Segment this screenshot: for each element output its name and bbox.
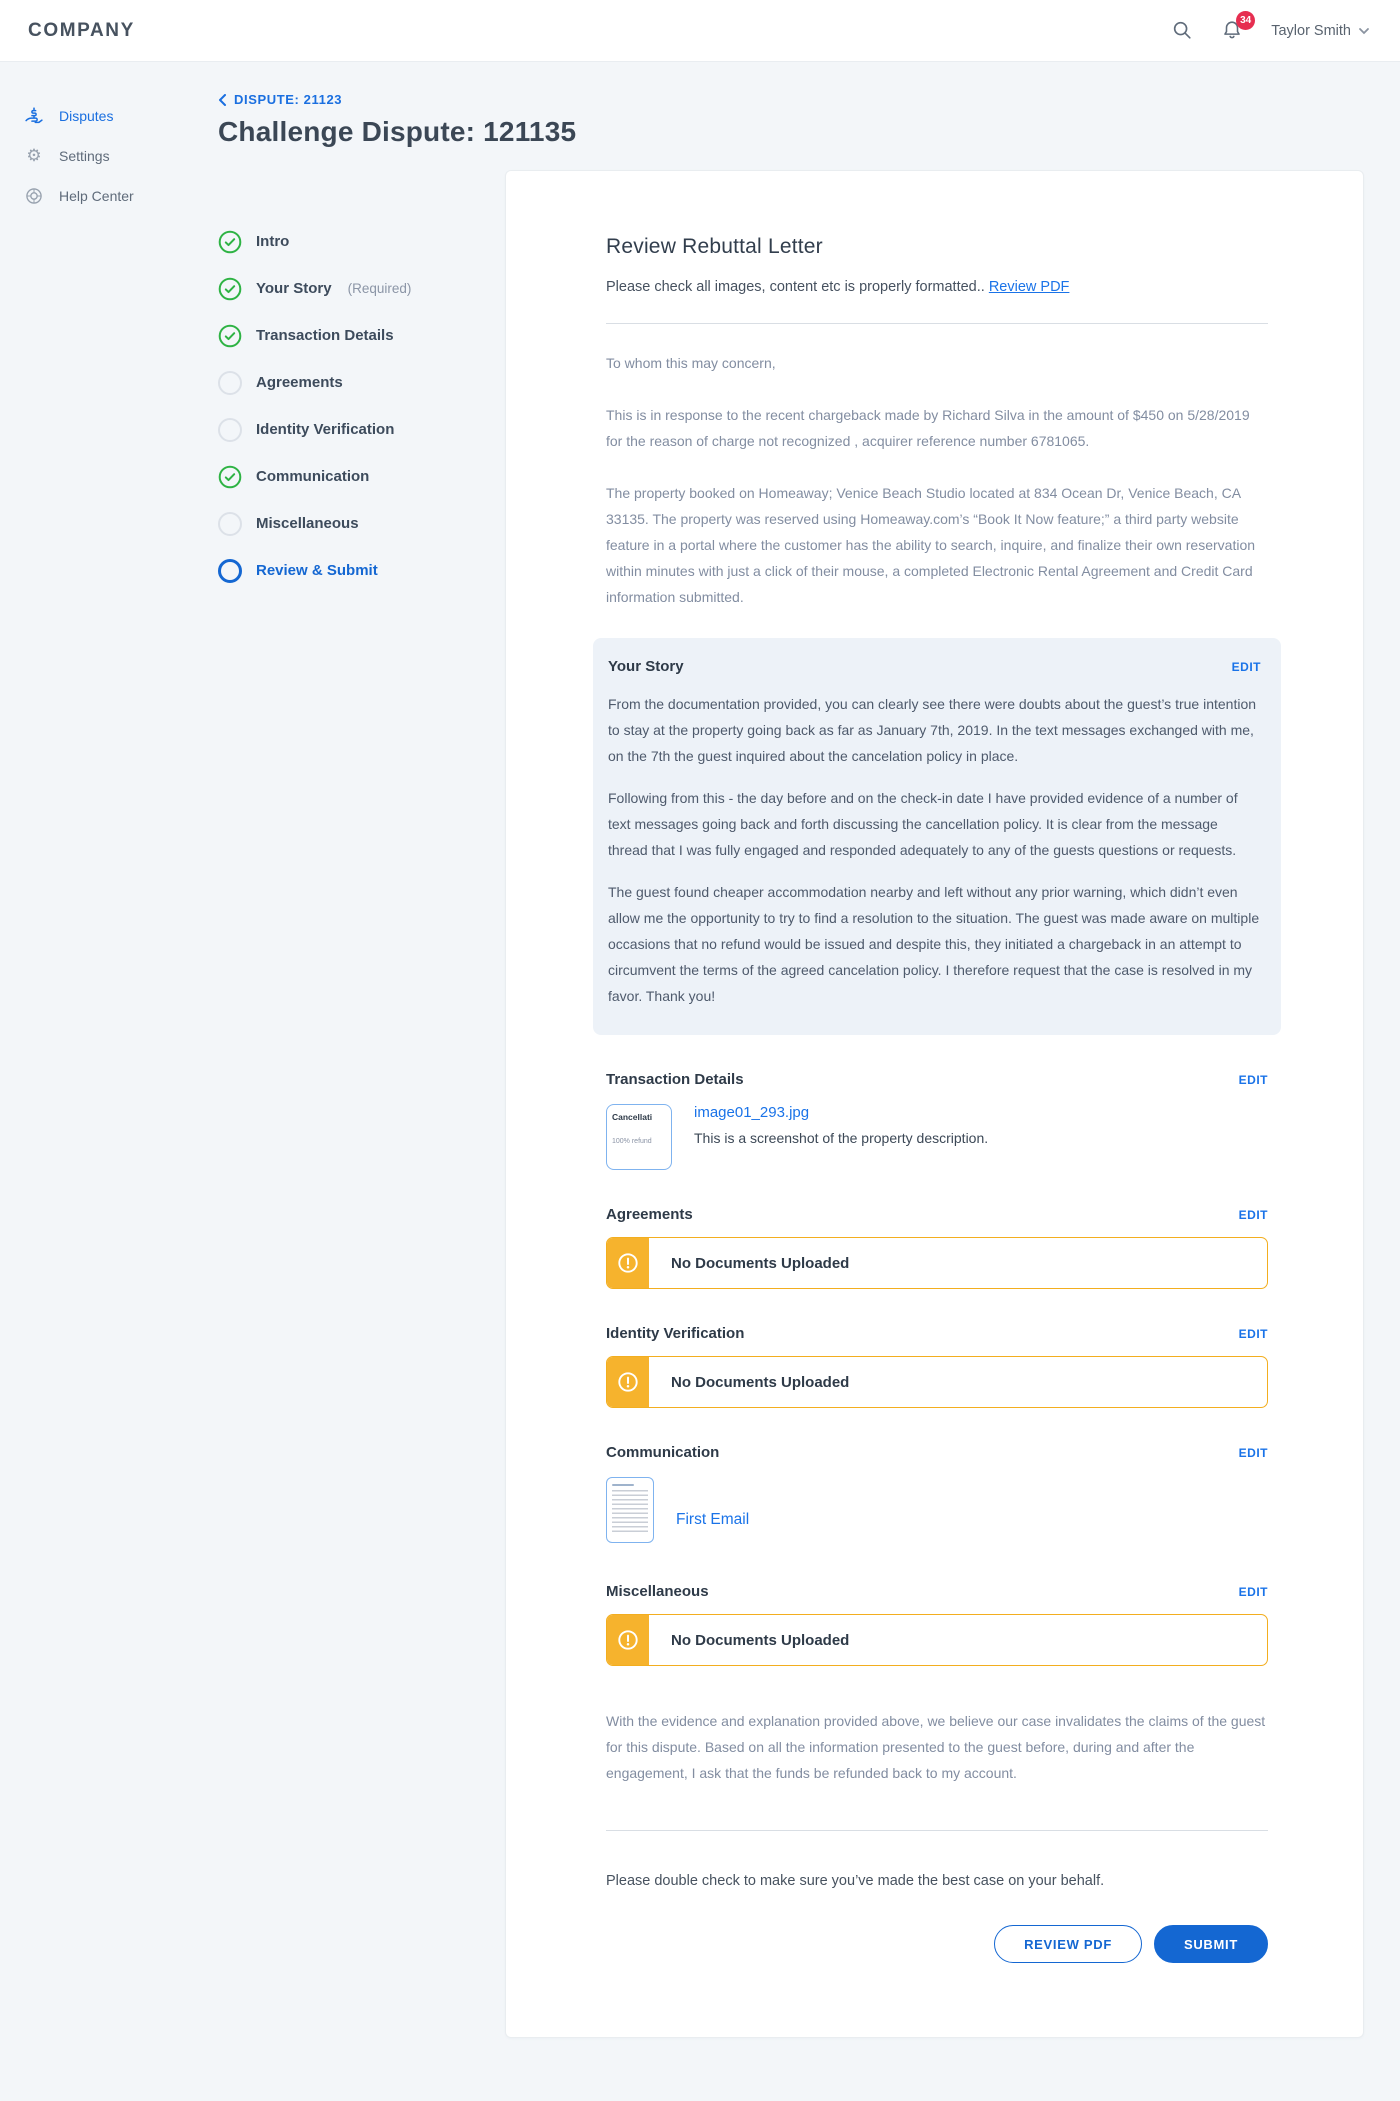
stepper-item-your-story[interactable]: Your Story (Required) — [218, 265, 505, 312]
review-pdf-link[interactable]: Review PDF — [988, 279, 1070, 295]
empty-circle-icon — [218, 512, 242, 536]
transaction-details-section — [606, 1071, 1268, 1170]
stepper — [218, 170, 505, 594]
check-circle-icon — [218, 324, 242, 348]
letter-paragraph: This is in response to the recent chargeback made by Richard Silva in the amount of $450 on 5/28/2019 for the reason of charge not recognized , acquirer reference number 6781065. — [606, 407, 1250, 449]
user-name: Taylor Smith — [1271, 22, 1351, 39]
letter-salutation: To whom this may concern, — [606, 355, 776, 371]
edit-identity-verification-button[interactable]: EDIT — [1238, 1326, 1268, 1341]
warning-banner: No Documents Uploaded — [606, 1356, 1268, 1408]
sidebar-item-help-center[interactable] — [0, 176, 218, 216]
empty-circle-icon — [218, 371, 242, 395]
check-circle-icon — [218, 230, 242, 254]
edit-communication-button[interactable]: EDIT — [1238, 1445, 1268, 1460]
notification-count-badge: 34 — [1236, 11, 1255, 30]
brand-logo: COMPANY — [28, 19, 135, 41]
hand-dollar-icon — [24, 106, 44, 126]
first-email-link[interactable]: First Email — [676, 1511, 750, 1528]
required-tag: (Required) — [347, 281, 412, 296]
section-title: Communication — [606, 1444, 720, 1461]
active-circle-icon — [218, 559, 242, 583]
sidebar-item-label: Help Center — [59, 188, 134, 204]
help-lifebuoy-icon — [24, 186, 44, 206]
file-link[interactable]: image01_293.jpg — [694, 1104, 810, 1121]
edit-transaction-details-button[interactable]: EDIT — [1238, 1072, 1268, 1087]
section-title: Identity Verification — [606, 1325, 745, 1342]
story-paragraph: Following from this - the day before and on the check-in date I have provided evidence of a number of text messages going back and forth discussing the cancellation policy. It is clear from the message thread that I was fully engaged and responded adequately to any of the guests questions or requests. — [608, 790, 1238, 858]
warning-banner: No Documents Uploaded — [606, 1237, 1268, 1289]
breadcrumb[interactable]: DISPUTE: 21123 — [218, 92, 1364, 107]
chevron-left-icon — [218, 94, 227, 106]
check-circle-icon — [218, 277, 242, 301]
top-header — [0, 0, 1400, 62]
stepper-item-intro[interactable]: Intro — [218, 218, 505, 265]
email-thumbnail[interactable] — [606, 1477, 654, 1543]
edit-your-story-button[interactable]: EDIT — [1231, 659, 1261, 674]
story-paragraph: The guest found cheaper accommodation nearby and left without any prior warning, which didn’t even allow me the opportunity to try to find a resolution to the situation. The guest was made aware on multiple occasions that no refund would be issued and despite this, they initiated a chargeback in an attempt to circumvent the terms of the agreed cancelation policy. I therefore request that the case is resolved in my favor. Thank you! — [608, 884, 1260, 1004]
communication-section — [606, 1444, 1268, 1543]
divider — [606, 323, 1268, 324]
sidebar-item-label: Disputes — [59, 108, 114, 124]
stepper-item-identity-verification[interactable]: Identity Verification — [218, 406, 505, 453]
notifications-bell-icon[interactable] — [1221, 14, 1252, 43]
rebuttal-letter — [606, 350, 1268, 610]
stepper-item-agreements[interactable]: Agreements — [218, 359, 505, 406]
warning-icon — [607, 1238, 649, 1288]
submit-button[interactable]: SUBMIT — [1154, 1925, 1268, 1963]
closing-paragraph: With the evidence and explanation provided above, we believe our case invalidates the claims of the guest for this dispute. Based on all the information presented to the guest before, during and after the engagement, I ask that the funds be refunded back to my account. — [606, 1713, 1266, 1781]
story-paragraph: From the documentation provided, you can clearly see there were doubts about the guest’s true intention to stay at the property going back as far as January 7th, 2019. In the text messages exchanged with me, on the 7th the guest inquired about the cancelation policy in place. — [608, 696, 1257, 764]
empty-circle-icon — [218, 418, 242, 442]
review-pdf-button[interactable]: REVIEW PDF — [994, 1925, 1142, 1963]
warning-icon — [607, 1357, 649, 1407]
document-thumbnail[interactable]: Cancellati 100% refund — [606, 1104, 672, 1170]
stepper-item-communication[interactable]: Communication — [218, 453, 505, 500]
section-title: Agreements — [606, 1206, 693, 1223]
warning-banner: No Documents Uploaded — [606, 1614, 1268, 1666]
identity-verification-section — [606, 1325, 1268, 1408]
stepper-item-transaction-details[interactable]: Transaction Details — [218, 312, 505, 359]
divider — [606, 1830, 1268, 1831]
user-menu[interactable] — [1271, 23, 1370, 39]
sidebar-item-disputes[interactable] — [0, 96, 218, 136]
search-icon[interactable] — [1171, 19, 1195, 43]
your-story-section — [593, 638, 1281, 1035]
warning-icon — [607, 1615, 649, 1665]
agreements-section — [606, 1206, 1268, 1289]
edit-miscellaneous-button[interactable]: EDIT — [1238, 1584, 1268, 1599]
section-title: Miscellaneous — [606, 1583, 709, 1600]
gear-icon: ⚙ — [26, 146, 42, 165]
letter-paragraph: The property booked on Homeaway; Venice Beach Studio located at 834 Ocean Dr, Venice Beach, CA 33135. The property was reserved using Homeaway.com’s “Book It Now feature;” a third party website feature in a portal where the customer has the ability to search, inquire, and finalize their own reservation within minutes with just a click of their mouse, a completed Electronic Rental Agreement and Credit Card information submitted. — [606, 485, 1256, 605]
sidebar-item-label: Settings — [59, 148, 110, 164]
card-title: Review Rebuttal Letter — [606, 235, 823, 258]
section-title: Your Story — [608, 658, 684, 675]
card-subtitle: Please check all images, content etc is properly formatted.. Review PDF — [606, 279, 1070, 295]
sidebar-item-settings[interactable] — [0, 136, 218, 176]
stepper-item-review-submit[interactable]: Review & Submit — [218, 547, 505, 594]
miscellaneous-section — [606, 1583, 1268, 1666]
check-circle-icon — [218, 465, 242, 489]
stepper-item-miscellaneous[interactable]: Miscellaneous — [218, 500, 505, 547]
section-title: Transaction Details — [606, 1071, 744, 1088]
edit-agreements-button[interactable]: EDIT — [1238, 1207, 1268, 1222]
page-title: Challenge Dispute: 121135 — [218, 116, 577, 147]
file-caption: This is a screenshot of the property description. — [694, 1130, 989, 1146]
chevron-down-icon — [1358, 25, 1370, 37]
review-card — [505, 170, 1364, 2038]
double-check-note: Please double check to make sure you’ve made the best case on your behalf. — [606, 1873, 1105, 1889]
sidebar — [0, 62, 218, 2098]
